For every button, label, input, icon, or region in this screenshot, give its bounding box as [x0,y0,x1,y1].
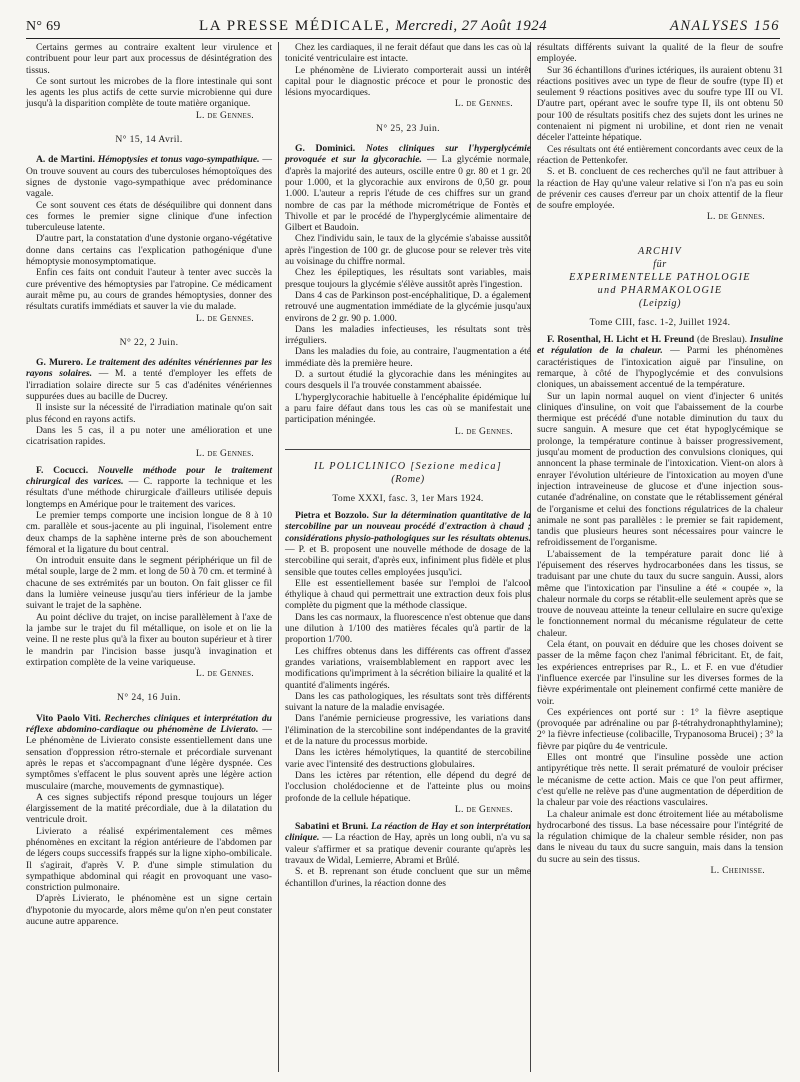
issue-date: Mercredi, 27 Août 1924 [395,18,547,34]
abstract-text: — La glycémie normale, d'après la majorité des auteurs, oscille entre 0 gr. 80 et 1 gr. 20 pour 1.000, et la glycorachie aux environs de 0,50 gr. pour 1.000. L'auteur a repris l'étude de ces chiffres sur un grand nombre de cas par la méthode micrométrique de Fontès et Thivolle et par le procédé de l'hyperglycémie alimentaire de Gilbert et Baudoin. [285,154,531,234]
abstract-lead [26,465,272,510]
author: G. Murero. [36,357,83,369]
paragraph: Dans les ictères par rétention, elle dépend du degré de l'occlusion cholédocienne et de l'atteinte plus ou moins profonde de la cellule hépatique. [285,769,531,804]
abstract-text: — P. et B. proposent une nouvelle méthode de dosage de la stercobiline qui serait, d'après eux, infiniment plus fidèle et plus sensible que toutes celles employées jusqu'ici. [285,543,531,578]
issue-number: N° 69 [26,19,61,34]
header-rule [26,38,780,39]
author: F. Cocucci. [36,464,89,476]
signature: L. Cheinisse. [710,865,765,876]
paragraph: Dans les cas pathologiques, les résultats sont très différents suivant la nature de la maladie envisagée. [285,690,531,714]
abstract-text: — M. a tenté d'employer les effets de l'irradiation solaire directe sur 5 cas d'adénites vénériennes suppurées dues au bacille de Ducrey. [26,368,273,403]
signature: L. de Gennes. [195,109,254,121]
paragraph: Elles ont montré que l'insuline possède une action antipyrétique très nette. Il serait prématuré de vouloir préciser le mécanisme de cette action. Mais ce que l'on peut affirmer, c'est qu'elle ne relève pas d'une augmentation de déperdition de la chaleur par voie des réactions vasculaires. [537,752,783,809]
paragraph: Ce sont souvent ces états de déséquilibre qui donnent dans ces formes le premier signe clinique d'une infection tuberculeuse latente. [26,199,272,234]
journal-city: (Rome) [391,473,425,485]
paragraph: Dans 4 cas de Parkinson post-encéphalitique, D. a également retrouvé une augmentation immédiate de la glycémie jusqu'aux environs de 2 gr. 90 p. 1.000. [285,289,531,324]
paragraph: La chaleur animale est donc étroitement liée au métabolisme hydrocarboné des tissus. La base nécessaire pour l'intégrité de la régulation chimique de la chaleur semble résider, non pas dans le niveau du taux du sucre sanguin, mais dans la tension du sucre au sein des tissus. [537,808,783,865]
paragraph: Chez l'individu sain, le taux de la glycémie s'abaisse aussitôt après l'ingestion de 100 gr. de glucose pour se relever très vite au voisinage du chiffre normal. [285,233,531,268]
signature: L. de Gennes. [454,803,513,815]
paragraph: Le phénomène de Livierato comporterait aussi un intérêt capital pour le diagnostic précoce et pour le pronostic des lésions myocardiques. [285,64,531,99]
section-separator [285,449,531,450]
article-title: Hémoptysies et tonus vago-sympathique. [97,154,260,166]
section-page: 156 [753,18,780,34]
issue-date-heading: N° 15, 14 Avril. [115,134,183,146]
author: Sabatini et Bruni. [295,821,369,833]
signature: L. de Gennes. [454,425,513,437]
abstract-text: — La réaction de Hay, après un long oubli, n'a vu sa valeur s'affirmer et sa pratique devenir courante qu'après les travaux de Widal, Lemierre, Abrami et Brûlé. [285,832,531,866]
abstract-lead [26,357,272,402]
paragraph: Il insiste sur la nécessité de l'irradiation matinale qu'on sait plus fécond en rayons actifs. [26,402,272,425]
abstract-text: — Le phénomène de Livierato consiste essentiellement dans une sensation d'oppression rétro-sternale et précordiale survenant après le repas et s'accompagnant d'une légère dyspnée. Ces symptômes s'effacent le plus souvent après une légère action musculaire (marche, mouvements de gymnastique). [26,724,272,792]
paragraph: Les chiffres obtenus dans les différents cas offrent d'assez grandes variations, vraisemblablement en rapport avec les modifications qu'impriment à la sécrétion biliaire la qualité et la quantité d'aliments ingérés. [285,645,531,691]
running-header [26,18,780,36]
signature: L. de Gennes. [706,211,765,223]
article-title: Notes cliniques sur l'hyperglycémie provoquée et sur la glycorachie. [285,143,531,166]
journal-heading: und PHARMAKOLOGIE [597,284,723,296]
journal-city: (Leipzig) [638,297,682,309]
paragraph: L'hyperglycorachie habituelle à l'encéphalite épidémique lui a paru faire défaut dans tous les cas où se manifestait une participation méningée. [285,391,531,426]
paragraph: Dans les ictères hémolytiques, la quantité de stercobiline varie avec l'intensité des destructions globulaires. [285,747,531,770]
article-title: La réaction de Hay et son interprétation clinique. [285,821,531,844]
column-divider [278,42,279,1072]
paragraph: Sur 36 échantillons d'urines ictériques, ils auraient obtenu 31 réactions positives avec un type de fleur de soufre (type II) et seulement 9 réactions positives avec du soufre type III ou VI. D'autre part, opérant avec le soufre type II, ils ont obtenu 50 pour 100 de résultats positifs chez des sujets dont les urines ne contenaient ni pigment ni urobiline, et dont rien ne venait déceler l'atteinte hépatique. [537,64,783,144]
article-title: Sur la détermination quantitative de la stercobiline par un nouveau procédé d'extraction à chaud ; considérations physio-pathologiques sur les résultats obtenus. [285,510,532,544]
abstract-lead [285,821,531,866]
paragraph: Le premier temps comporte une incision longue de 8 à 10 cm. parallèle et sous-jacente au pli inguinal, l'isolement entre deux champs de la saphène interne près de son abouchement fémoral et la ligature du bout central. [26,509,272,555]
paragraph: Dans les 5 cas, il a pu noter une amélioration et une cicatrisation rapides. [26,424,272,448]
journal-name: LA PRESSE MÉDICALE, [199,18,391,34]
article-title: Recherches cliniques et interprétation du réflexe abdomino-cardiaque ou phénomène de Livierato. [26,712,272,736]
abstract-lead [26,713,272,792]
paragraph: Dans l'anémie pernicieuse progressive, les variations dans l'élimination de la stercobiline sont indépendantes de la gravité et de la nature du processus morbide. [285,713,531,748]
paragraph: Chez les épileptiques, les résultats sont variables, mais presque toujours la glycémie s'élève aussitôt après l'ingestion. [285,267,531,290]
paragraph: Au point déclive du trajet, on incise parallèlement à l'axe de la jambe sur le trajet du fil métallique, on isole et on lie la veine. Il ne reste plus qu'à la fixer au bouton supérieur et à tirer le mandrin par l'incision basse jusqu'à invagination et extirpation complète de la veine variqueuse. [26,611,272,668]
section-name: ANALYSES [670,18,749,34]
abstract-lead [285,510,531,578]
abstract-lead [537,334,783,390]
paragraph: Elle est essentiellement basée sur l'emploi de l'alcool éthylique à chaud qui permettrait une extraction deux fois plus complète du pigment que la méthode classique. [285,577,531,612]
journal-heading: für [653,258,667,270]
signature: L. de Gennes. [454,98,513,110]
article-title: Insuline et régulation de la chaleur. [537,334,783,357]
paragraph: Ces résultats ont été entièrement concordants avec ceux de la réaction de Pettenkofer. [537,143,783,166]
paragraph: Livierato a réalisé expérimentalement ces mêmes phénomènes en excitant la région antérieure de l'abdomen par de légers coups successifs frappés sur la ligne xipho-ombilicale. Il s'agirait, d'après V. P. d'une simple stimulation du sympathique abdominal qui réagit en provoquant une vaso-constriction pulmonaire. [26,825,272,894]
issue-date-heading: N° 22, 2 Juin. [119,336,179,348]
abstract-text: — C. rapporte la technique et les résultats d'une méthode chirurgicale d'ailleurs utilisée depuis longtemps en Amérique pour le traitement des varices. [26,476,272,510]
issue-date-heading: N° 24, 16 Juin. [117,692,181,704]
paragraph: Certains germes au contraire exaltent leur virulence et contribuent pour leur part aux processus de désintégration des tissus. [26,42,272,76]
column-2 [285,42,531,889]
author: Vito Paolo Viti. [36,712,101,724]
paragraph: Cela étant, on pouvait en déduire que les choses doivent se passer de la même façon chez l'animal fébricitant. Et, de fait, les expériences entreprises par R., L. et F. en vue d'étudier l'influence exercée par l'insuline sur les diverses formes de la fièvre expérimentale ont pleinement confirmé cette manière de voir. [537,639,783,707]
signature: L. de Gennes. [195,447,254,459]
section-label [650,18,780,35]
author-affiliation: (de Breslau). [697,334,748,346]
journal-issue: Tome CIII, fasc. 1-2, Juillet 1924. [589,316,731,328]
paragraph: L'abaissement de la température parait donc lié à l'épuisement des réserves hydrocarbonées dans les tissus, se traduisant par une chute du taux du sucre sanguin. Aussi, alors même que l'intoxication par l'insuline a été « coupée », la chaleur normale du corps se rétablit-elle seulement après que se trouve de nouveau atteinte la teneur cellulaire en sucre qu'exige le fonctionnement normal du mécanisme régulateur de cette chaleur. [537,548,783,639]
paragraph: D. a surtout étudié la glycorachie dans les méningites au cours desquels il l'a trouvée constamment abaissée. [285,369,531,392]
paragraph: S. et B. concluent de ces recherches qu'il ne faut attribuer à la réaction de Hay qu'une valeur relative si l'on n'a pas eu soin de prévenir ces causes d'erreur par un choix attentif de la fleur de soufre employée. [537,166,783,212]
paragraph: Ce sont surtout les microbes de la flore intestinale qui sont les agents les plus actifs de cette survie microbienne qui dure jusqu'à la disparition complète de toute matière organique. [26,75,272,110]
author: Pietra et Bozzolo. [295,510,369,522]
abstract-lead [285,143,531,233]
paragraph: D'autre part, la constatation d'une dystonie organo-végétative donne dans certains cas l'explication pathogénique d'une hémoptysie monosymptomatique. [26,233,272,268]
paragraph: Enfin ces faits ont conduit l'auteur à tenter avec succès la cure préventive des hémoptysies par l'atropine. Ce médicament aurait même pu, au cours de grandes hémoptysies, donner des résultats curatifs immédiats et sauver la vie du malade. [26,267,272,313]
signature: L. de Gennes. [195,668,254,680]
author: F. Rosenthal, H. Licht et H. Freund [547,334,695,346]
journal-heading: IL POLICLINICO [Sezione medica] [313,460,503,472]
paragraph: D'après Livierato, le phénomène est un signe certain d'hypotonie du myocarde, alors même qu'on n'en peut constater aucune autre apparence. [26,893,272,928]
journal-issue: Tome XXXI, fasc. 3, 1er Mars 1924. [332,492,484,504]
article-title: Le traitement des adénites vénériennes par les rayons solaires. [26,357,273,380]
abstract-text: — Parmi les phénomènes caractéristiques de l'intoxication aiguë par l'insuline, on remarque, à côté de l'hypoglycémie et des convulsions cloniques, un abaissement accentué de la température. [537,345,783,391]
paragraph: On introduit ensuite dans le segment périphérique un fil de métal souple, large de 2 mm. et long de 50 à 70 cm. et terminé à chacune de ses extrémités par un bouton. On fait glisser ce fil dans la lumière veineuse jusqu'au tiers inférieur de la jambe suivant le trajet de la saphène. [26,555,272,612]
abstract-lead [26,154,272,199]
paragraph: Sur un lapin normal auquel on vient d'injecter 6 unités cliniques d'insuline, on voit que l'abaissement de la courbe thermique est précédé d'une notable diminution du taux du sucre sanguin. A mesure que cet état hypoglycémique se prolonge, la température continue à baisser progressivement, jusqu'au moment de production des convulsions cloniques, qui annoncent la phase terminale de l'intoxication. Vient-on alors à enrayer l'évolution ultérieure de l'intoxication au moyen d'une injection intraveineuse de glucose et d'une injection sous-cutanée d'adrénaline, on constate que le rétablissement général de l'organisme et celui des fonctions régulatrices de la chaleur animale ne sont pas parallèles : le premier se fait rapidement, tandis que plusieurs heures sont nécessaires pour vaincre le refroidissement de l'organisme. [537,390,783,549]
paragraph: résultats différents suivant la qualité de la fleur de soufre employée. [537,42,783,65]
paragraph: S. et B. reprenant son étude concluent que sur un même échantillon d'urines, la réaction donne des [285,866,531,889]
author: A. de Martini. [36,154,95,166]
issue-date-heading: N° 25, 23 Juin. [376,122,440,134]
paragraph: Ces expériences ont porté sur : 1° la fièvre aseptique (provoquée par adrénaline ou par β-tétrahydronaphthylamine); 2° la fièvre infectieuse (colibacille, Trypanosoma Brucei) ; 3° la fièvre par piqûre du 4e ventricule. [537,706,783,752]
author: G. Dominici. [295,143,356,155]
column-3 [537,42,783,876]
article-title: Nouvelle méthode pour le traitement chirurgical des varices. [26,464,272,488]
paragraph: Dans les maladies du foie, au contraire, l'augmentation a été immédiate dès la première heure. [285,346,531,369]
paragraph: Chez les cardiaques, il ne ferait défaut que dans les cas où la tonicité ventriculaire est intacte. [285,42,531,65]
column-1 [26,42,272,927]
journal-heading: EXPERIMENTELLE PATHOLOGIE [569,271,751,283]
signature: L. de Gennes. [195,312,254,324]
journal-heading: ARCHIV [637,245,682,257]
paragraph: Dans les cas normaux, la fluorescence n'est obtenue que dans une dilution à 1/100 des matières fécales qu'à partir de la proportion 1/700. [285,611,531,646]
abstract-text: — On trouve souvent au cours des tuberculoses hémoptoïques des signes de dystonie vago-sympathique avec prédominance vagale. [26,154,272,200]
journal-title [96,18,650,35]
paragraph: Dans les maladies infectieuses, les résultats sont très irréguliers. [285,323,531,347]
paragraph: A ces signes subjectifs répond presque toujours un léger élargissement de la matité précordiale, due à la dilatation du ventricule droit. [26,791,272,826]
